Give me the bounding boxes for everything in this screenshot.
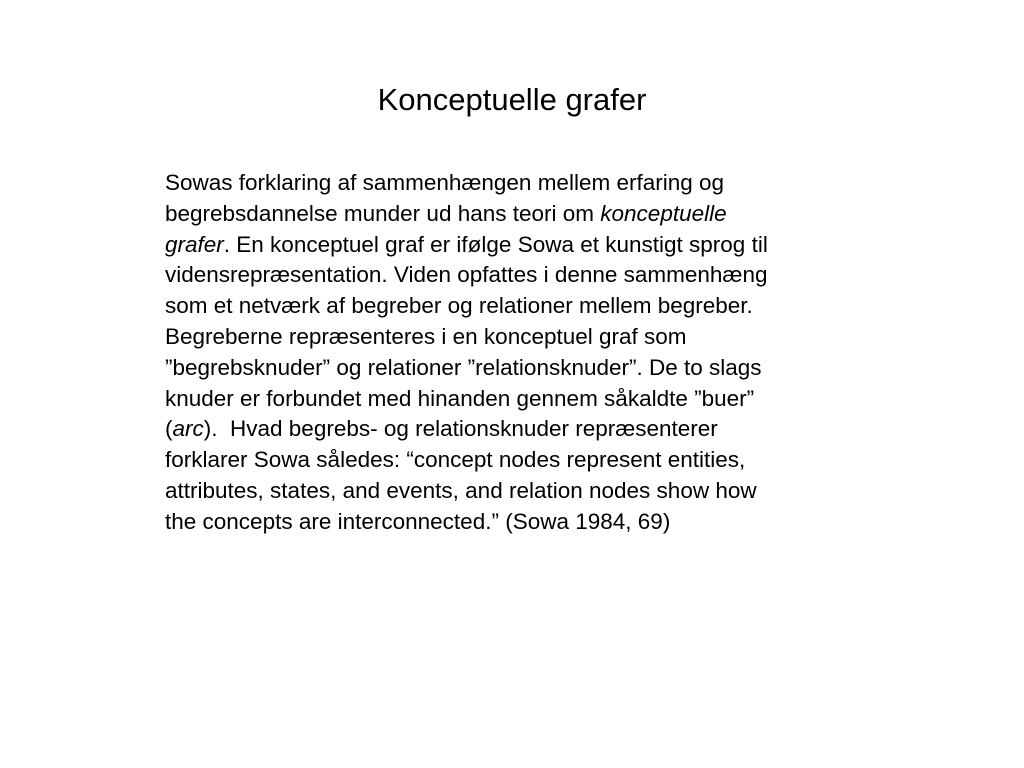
body-line: grafer. En konceptuel graf er ifølge Sowa et kunstigt sprog til bbox=[165, 231, 768, 257]
body-line: Begreberne repræsenteres i en konceptuel graf som bbox=[165, 323, 687, 349]
body-line: begrebsdannelse munder ud hans teori om konceptuelle bbox=[165, 200, 727, 226]
body-line: attributes, states, and events, and relation nodes show how bbox=[165, 477, 757, 503]
body-line: vidensrepræsentation. Viden opfattes i denne sammenhæng bbox=[165, 262, 768, 288]
body-line: knuder er forbundet med hinanden gennem såkaldte ”buer” bbox=[165, 385, 755, 411]
slide-title: Konceptuelle grafer bbox=[377, 82, 647, 117]
body-line: som et netværk af begreber og relationer mellem begreber. bbox=[165, 293, 753, 319]
body-paragraph bbox=[165, 168, 865, 538]
italic-term: konceptuelle bbox=[600, 200, 727, 226]
body-line: (arc). Hvad begrebs- og relationsknuder repræsenterer bbox=[165, 416, 718, 442]
body-line: ”begrebsknuder” og relationer ”relationsknuder”. De to slags bbox=[165, 354, 762, 380]
body-line: the concepts are interconnected.” (Sowa 1984, 69) bbox=[165, 508, 671, 534]
body-line: forklarer Sowa således: “concept nodes represent entities, bbox=[165, 447, 746, 473]
body-line: Sowas forklaring af sammenhængen mellem erfaring og bbox=[165, 170, 725, 195]
italic-term: grafer bbox=[165, 231, 224, 257]
italic-term: arc bbox=[172, 416, 204, 442]
